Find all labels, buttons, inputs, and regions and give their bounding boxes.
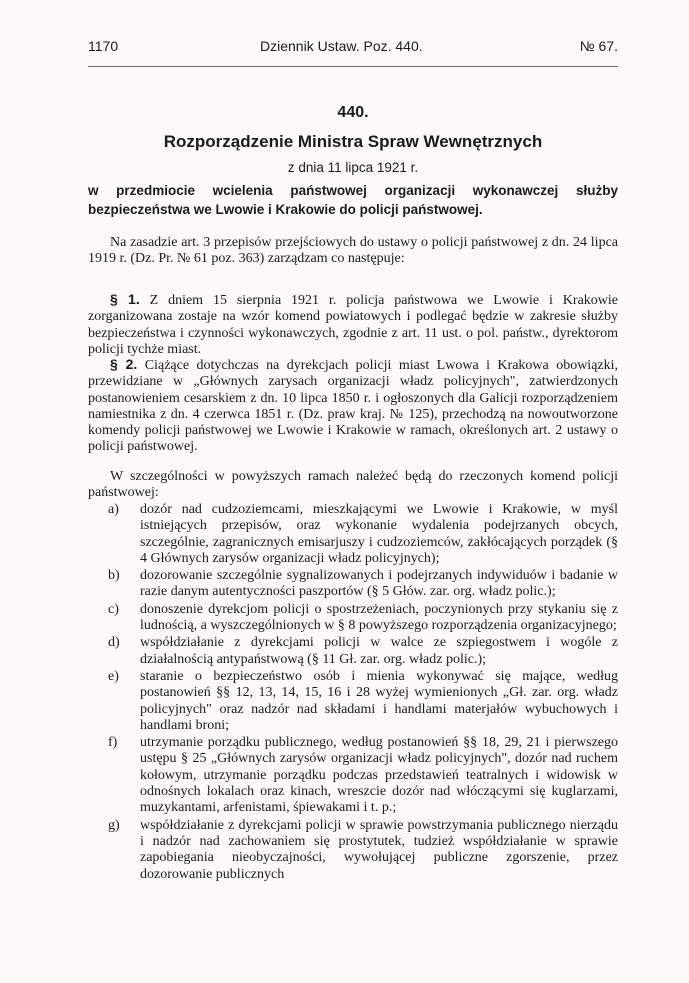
item-letter: d) — [108, 635, 120, 651]
paragraph-text: Ciążące dotychczas na dyrekcjach policji miast Lwowa i Krakowa obowiązki, przewidziane w „Głównych zarysach organizacji władz policyjnych", zatwierdzonych postanowieniem cesarskiem z dn. 10 lipca 1850 r. i ogłoszonych dla Galicji rozporządzeniem namiestnika z dn. 4 czerwca 1851 r. (Dz. praw kraj. № 125), przechodzą na nowoutworzone komendy policji państwowej we Lwowie i Krakowie w ramach, określonych art. 2 ustawy o policji państwowej. — [88, 358, 619, 455]
running-header — [88, 38, 618, 56]
page-number: 1170 — [88, 38, 119, 54]
item-text: donoszenie dyrekcjom policji o spostrzeżeniach, poczynionych przy stykaniu się z ludnością, a wyszczególnionych w § 8 powyższego rozporządzenia organizacyjnego; — [140, 601, 618, 634]
paragraph-1 — [88, 291, 618, 358]
journal-title: Dziennik Ustaw. Poz. 440. — [260, 38, 423, 54]
item-letter: e) — [108, 668, 119, 684]
list-item — [88, 502, 618, 567]
intro-paragraph: Na zasadzie art. 3 przepisów przejściowych do ustawy o policji państwowej z dn. 24 lipca 1919 r. (Dz. Pr. № 61 poz. 363) zarządzam co następuje: — [88, 235, 618, 267]
item-letter: b) — [108, 568, 120, 584]
act-date: z dnia 11 lipca 1921 r. — [287, 160, 419, 175]
list-item — [88, 669, 618, 734]
paragraph-2 — [88, 356, 618, 456]
item-letter: a) — [108, 502, 119, 517]
paragraph-text: Z dniem 15 sierpnia 1921 r. policja państwowa we Lwowie i Krakowie zorganizowana zostaje na wzór komend powiatowych i podlegać będzie w zakresie służby bezpieczeństwa i czynności wykonawczych, zgodnie z art. 11 ust. o pol. państw., dyrektorom policji tychże miast. — [88, 293, 619, 357]
section-mark: § 1. — [110, 291, 140, 307]
item-letter: g) — [108, 817, 120, 833]
item-text: staranie o bezpieczeństwo osób i mienia wykonywać się mające, według postanowień §§ 12, 13, 14, 15, 16 i 28 wyżej wymienionych „Gł. zar. org. władz policyjnych" oraz nadzór nad składami i handlami materjałów wybuchowych i handlami broni; — [140, 668, 618, 733]
section-mark: § 2. — [110, 356, 138, 372]
item-text: współdziałanie z dyrekcjami policji w sprawie powstrzymania publicznego nierządu i nadzór nad zachowaniem się prostytutek, tudzież współdziałanie w sprawie zapobiegania nieobyczajności, wywołującej publiczne zgorszenie, przez dozorowanie publicznych — [140, 817, 618, 882]
list-item — [88, 568, 618, 601]
act-title: Rozporządzenie Ministra Spraw Wewnętrznych — [163, 132, 543, 151]
list-item — [88, 635, 618, 668]
item-text: współdziałanie z dyrekcjami policji w walce ze szpiegostwem i wogóle z działalnością antypaństwową (§ 11 Gł. zar. org. władz polic.); — [140, 635, 618, 667]
list-item — [88, 818, 618, 883]
item-text: utrzymanie porządku publicznego, według postanowień §§ 18, 29, 21 i pierwszego ustępu § 25 „Głównych zarysów organizacji władz policyjnych", dozór nad ruchem kołowym, utrzymanie porządku podczas przedstawień teatralnych i widowisk w odnośnych lokalach oraz kinach, wreszcie dozór nad włóczącymi się kuglarzami, muzykantami, arfenistami, śpiewakami i t. p.; — [140, 735, 618, 816]
item-text: dozorowanie szczególnie sygnalizowanych i podejrzanych indywiduów i badanie w razie danym autentyczności paszportów (§ 5 Głów. zar. org. władz polic.); — [140, 568, 618, 600]
paragraph-3 — [88, 469, 618, 502]
paragraph-text: W szczególności w powyższych ramach należeć będą do rzeczonych komend policji państwowej: — [88, 469, 618, 501]
item-text: dozór nad cudzoziemcami, mieszkającymi we Lwowie i Krakowie, w myśl istniejących przepisów, oraz wykonanie wydalenia podejrzanych obcych, szczególnie, zagranicznych emisarjuszy i cudzoziemców, zakłócających porządek (§ 4 Głównych zarysów organizacji władz policyjnych); — [140, 502, 618, 566]
header-rule — [88, 66, 618, 67]
item-letter: f) — [108, 735, 118, 751]
list-item — [88, 735, 618, 816]
issue-number: № 67. — [579, 38, 618, 54]
act-number: 440. — [337, 104, 369, 121]
item-letter: c) — [108, 601, 119, 617]
act-subject: w przedmiocie wcielenia państwowej organizacji wykonawczej służby bezpieczeństwa we Lwowie i Krakowie do policji państwowej. — [88, 183, 618, 217]
duties-list — [88, 502, 618, 884]
list-item — [88, 602, 618, 635]
